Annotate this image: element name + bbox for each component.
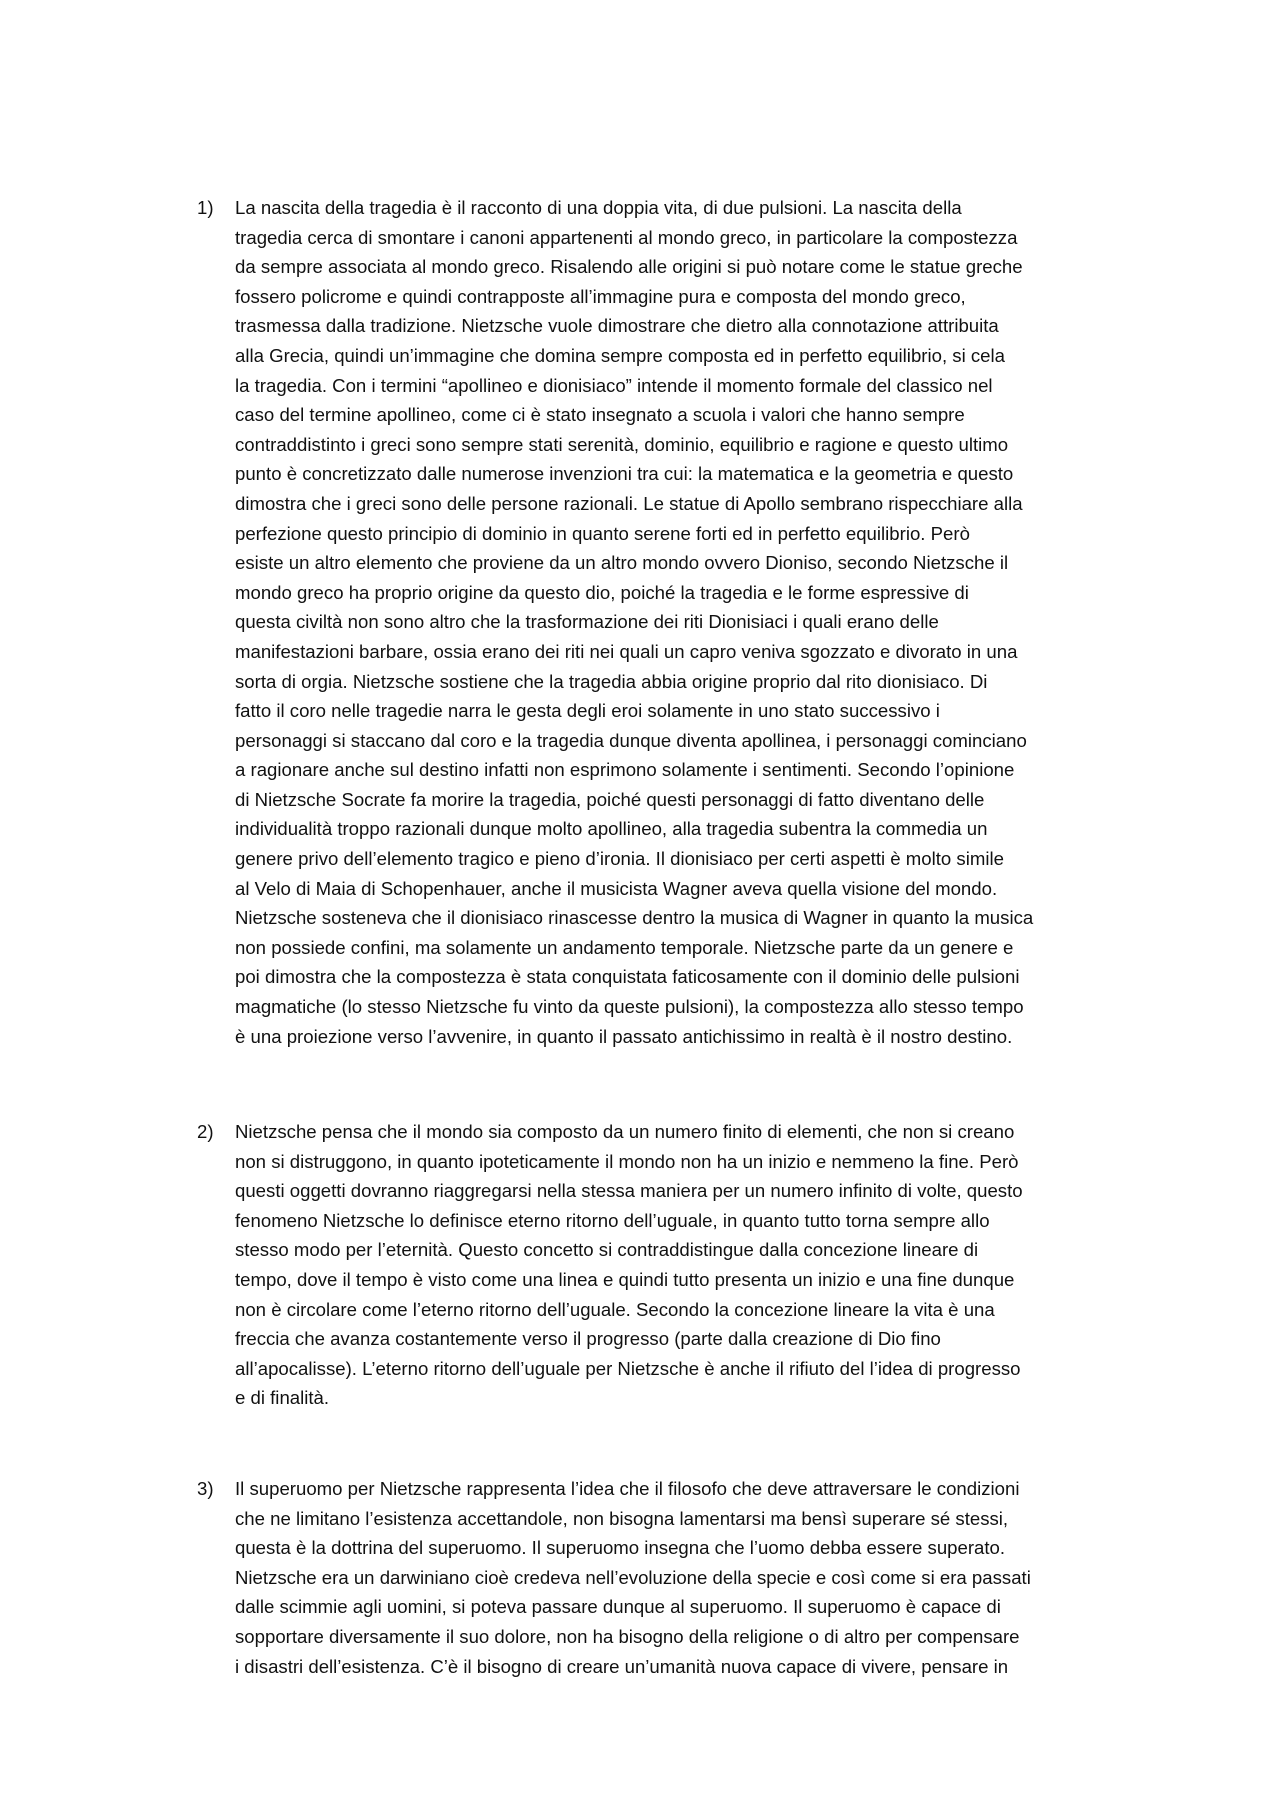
item-number: 1) [197,197,214,218]
text-line: mondo greco ha proprio origine da questo dio, poiché la tragedia e le forme espressive di [235,581,969,603]
text-line: freccia che avanza costantemente verso il progresso (parte dalla creazione di Dio fino [235,1328,941,1350]
item-number: 3) [197,1478,214,1499]
text-line: trasmessa dalla tradizione. Nietzsche vuole dimostrare che dietro alla connotazione attribuita [235,315,999,337]
text-line: sopportare diversamente il suo dolore, non ha bisogno della religione o di altro per compensare [235,1625,1020,1647]
text-line: fossero policrome e quindi contrapposte all’immagine pura e composta del mondo greco, [235,285,966,307]
text-line: caso del termine apollineo, come ci è stato insegnato a scuola i valori che hanno sempre [235,404,965,426]
text-line: di Nietzsche Socrate fa morire la tragedia, poiché questi personaggi di fatto diventano delle [235,788,985,810]
text-line: dimostra che i greci sono delle persone razionali. Le statue di Apollo sembrano rispecchiare alla [235,492,1023,514]
text-line: La nascita della tragedia è il racconto di una doppia vita, di due pulsioni. La nascita della [235,197,962,218]
text-line: tragedia cerca di smontare i canoni appartenenti al mondo greco, in particolare la compostezza [235,226,1018,248]
text-line: al Velo di Maia di Schopenhauer, anche il musicista Wagner aveva quella visione del mondo. [235,877,998,899]
paragraph-text [197,193,1157,1051]
text-line: contraddistinto i greci sono sempre stati serenità, dominio, equilibrio e ragione e questo ultimo [235,433,1009,455]
text-line: genere privo dell’elemento tragico e pieno d’ironia. Il dionisiaco per certi aspetti è molto simile [235,848,1004,870]
text-line: fenomeno Nietzsche lo definisce eterno ritorno dell’uguale, in quanto tutto torna sempre allo [235,1209,990,1231]
text-line: personaggi si staccano dal coro e la tragedia dunque diventa apollinea, i personaggi cominciano [235,729,1027,751]
text-line: Nietzsche sosteneva che il dionisiaco rinascesse dentro la musica di Wagner in quanto la musica [235,907,1034,929]
text-line: sorta di orgia. Nietzsche sostiene che la tragedia abbia origine proprio dal rito dionisiaco. Di [235,670,988,692]
text-line: esiste un altro elemento che proviene da un altro mondo ovvero Dioniso, secondo Nietzsche il [235,552,1009,574]
text-line: manifestazioni barbare, ossia erano dei riti nei quali un capro veniva sgozzato e divorato in una [235,640,1018,662]
item-number: 2) [197,1121,214,1142]
text-line: stesso modo per l’eternità. Questo concetto si contraddistingue dalla concezione lineare di [235,1239,979,1261]
text-line: non si distruggono, in quanto ipoteticamente il mondo non ha un inizio e nemmeno la fine. Però [235,1150,1019,1172]
text-line: non possiede confini, ma solamente un andamento temporale. Nietzsche parte da un genere e [235,936,1014,958]
paragraph-text [197,1474,1157,1681]
text-line: poi dimostra che la compostezza è stata conquistata faticosamente con il dominio delle pulsioni [235,966,1020,988]
text-line: questa è la dottrina del superuomo. Il superuomo insegna che l’uomo debba essere superato. [235,1537,1006,1559]
text-line: da sempre associata al mondo greco. Risalendo alle origini si può notare come le statue greche [235,256,1023,278]
text-line: all’apocalisse). L’eterno ritorno dell’uguale per Nietzsche è anche il rifiuto del l’idea di progresso [235,1357,1021,1379]
text-line: i disastri dell’esistenza. C’è il bisogno di creare un’umanità nuova capace di vivere, pensare in [235,1655,1009,1677]
text-line: non è circolare come l’eterno ritorno dell’uguale. Secondo la concezione lineare la vita è una [235,1298,995,1320]
text-line: la tragedia. Con i termini “apollineo e dionisiaco” intende il momento formale del classico nel [235,374,993,396]
text-line: che ne limitano l’esistenza accettandole, non bisogna lamentarsi ma bensì superare sé stessi, [235,1507,1009,1529]
text-line: dalle scimmie agli uomini, si poteva passare dunque al superuomo. Il superuomo è capace di [235,1596,1001,1618]
numbered-paragraph-1 [197,193,1157,1051]
text-line: questa civiltà non sono altro che la trasformazione dei riti Dionisiaci i quali erano delle [235,611,939,633]
text-line: è una proiezione verso l’avvenire, in quanto il passato antichissimo in realtà è il nostro destino. [235,1025,1013,1047]
text-line: perfezione questo principio di dominio in quanto serene forti ed in perfetto equilibrio. Però [235,522,970,544]
numbered-paragraph-3 [197,1474,1157,1681]
numbered-paragraph-2 [197,1117,1157,1413]
text-line: questi oggetti dovranno riaggregarsi nella stessa maniera per un numero infinito di volte, questo [235,1180,1023,1202]
text-line: punto è concretizzato dalle numerose invenzioni tra cui: la matematica e la geometria e questo [235,463,1014,485]
text-line: e di finalità. [235,1387,330,1409]
text-line: alla Grecia, quindi un’immagine che domina sempre composta ed in perfetto equilibrio, si cela [235,344,1005,366]
text-line: a ragionare anche sul destino infatti non esprimono solamente i sentimenti. Secondo l’opinione [235,759,1015,781]
text-line: Nietzsche era un darwiniano cioè credeva nell’evoluzione della specie e così come si era passati [235,1566,1031,1588]
paragraph-text [197,1117,1157,1413]
text-line: Il superuomo per Nietzsche rappresenta l’idea che il filosofo che deve attraversare le condizioni [235,1478,1020,1499]
text-line: tempo, dove il tempo è visto come una linea e quindi tutto presenta un inizio e una fine dunque [235,1268,1015,1290]
text-line: Nietzsche pensa che il mondo sia composto da un numero finito di elementi, che non si creano [235,1121,1015,1142]
text-line: fatto il coro nelle tragedie narra le gesta degli eroi solamente in uno stato successivo i [235,700,940,722]
text-line: magmatiche (lo stesso Nietzsche fu vinto da queste pulsioni), la compostezza allo stesso tempo [235,996,1024,1018]
text-line: individualità troppo razionali dunque molto apollineo, alla tragedia subentra la commedia un [235,818,988,840]
